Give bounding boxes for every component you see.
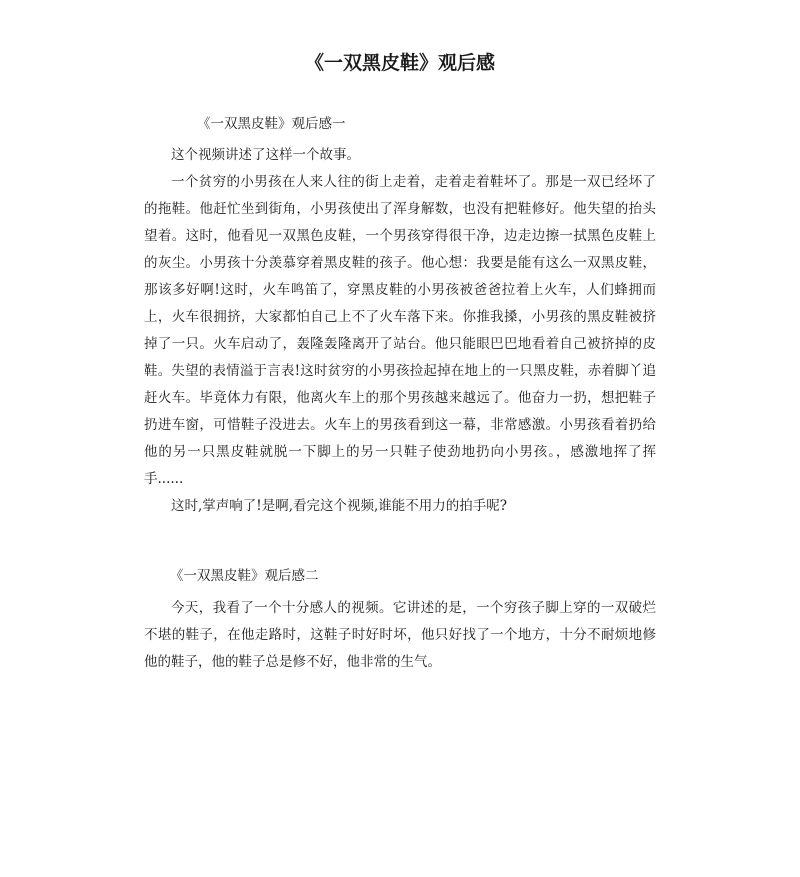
section-heading: 《一双黑皮鞋》观后感一 (197, 116, 346, 132)
paragraph: 这个视频讲述了这样一个故事。 (171, 147, 360, 163)
paragraph: 这时,掌声响了!是啊,看完这个视频,谁能不用力的拍手呢? (171, 498, 508, 514)
essay-section-one (144, 114, 656, 520)
paragraph: 今天，我看了一个十分感人的视频。它讲述的是，一个穷孩子脚上穿的一双破烂不堪的鞋子，在他走路时，这鞋子时好时坏，他只好找了一个地方，十分不耐烦地修他的鞋子，他的鞋子总是修不好，他非常的生气。 (144, 600, 656, 670)
section-heading: 《一双黑皮鞋》观后感二 (170, 568, 319, 584)
paragraph: 一个贫穷的小男孩在人来人往的街上走着，走着走着鞋坏了。那是一双已经坏了的拖鞋。他赶忙坐到街角，小男孩使出了浑身解数，也没有把鞋修好。他失望的抬头望着。这时，他看见一双黑色皮鞋，一个男孩穿得很干净，边走边擦一拭黑色皮鞋上的灰尘。小男孩十分羡慕穿着黑皮鞋的孩子。他心想：我要是能有这么一双黑皮鞋，那该多好啊!这时，火车鸣笛了，穿黑皮鞋的小男孩被爸爸拉着上火车，人们蜂拥而上，火车很拥挤，大家都怕自己上不了火车落下来。你推我搡，小男孩的黑皮鞋被挤掉了一只。火车启动了，轰隆轰隆离开了站台。他只能眼巴巴地看着自己被挤掉的皮鞋。失望的表情溢于言表!这时贫穷的小男孩捡起掉在地上的一只黑皮鞋，赤着脚丫追赶火车。毕竟体力有限，他离火车上的那个男孩越来越远了。他奋力一扔，想把鞋子扔进车窗，可惜鞋子没进去。火车上的男孩看到这一幕，非常感激。小男孩看着扔给他的另一只黑皮鞋就脱一下脚上的另一只鞋子使劲地扔向小男孩。，感激地挥了挥手...... (144, 174, 656, 487)
essay-section-two (144, 566, 656, 676)
document-title: 《一双黑皮鞋》观后感 (304, 52, 495, 74)
